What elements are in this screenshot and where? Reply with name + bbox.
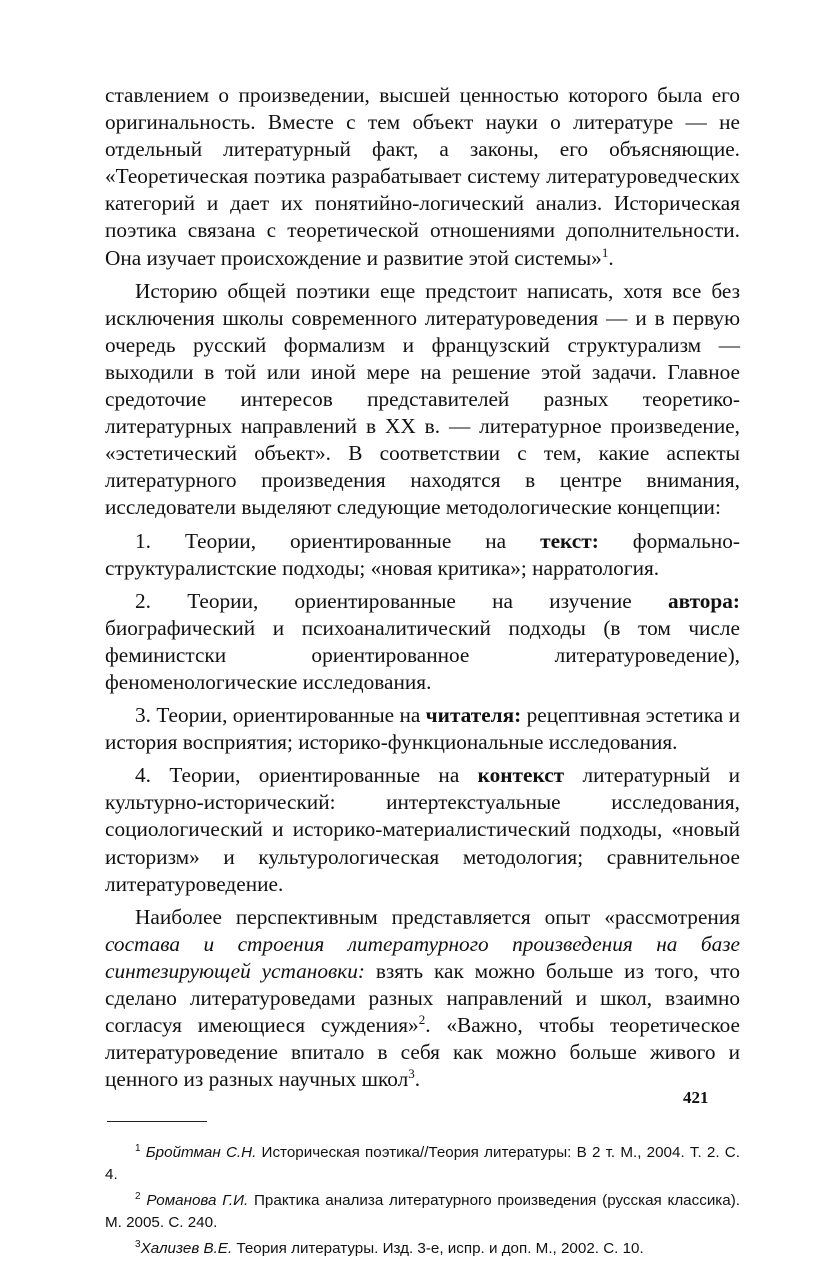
list-item-2-keyword: автора:	[667, 588, 740, 613]
paragraph-1	[105, 82, 740, 272]
paragraph-3-start: Наиболее перспективным представляется опыт «рассмотрения	[135, 904, 740, 929]
list-item-3-keyword: читателя:	[425, 703, 522, 728]
footnote-1	[105, 1142, 740, 1185]
list-item-1-keyword: текст:	[540, 528, 599, 553]
footnote-ref-2[interactable]: 2	[418, 1012, 426, 1027]
list-item-2-pre: 2. Теории, ориентированные на изучение	[135, 588, 668, 613]
paragraph-3-italic: состава и строения литературного произведения на базе синтезирующей установки:	[105, 931, 740, 983]
paragraph-1-text: ставлением о произведении, высшей ценностью которого была его оригинальность. Вместе с тем объект науки о литературе — не отдельный литературный факт, а законы, его объясняющие. «Теоретическая поэтика разрабатывает систему литературоведческих категорий и дает их понятийно-логический анализ. Историческая поэтика связана с теоретической отношениями дополнительности. Она изучает происхождение и развитие этой системы»	[105, 83, 740, 270]
list-item-2-post: биографический и психоаналитический подходы (в том числе феминистски ориентированное литературоведение), феноменологические исследования.	[105, 615, 740, 694]
list-item-1-pre: 1. Теории, ориентированные на	[135, 528, 541, 553]
footnote-divider	[107, 1121, 207, 1122]
list-item-4-keyword: контекст	[477, 763, 565, 788]
list-item-1	[105, 528, 740, 582]
footnote-ref-1[interactable]: 1	[601, 244, 609, 260]
footnote-1-text: Историческая поэтика//Теория литературы: В 2 т. М., 2004. Т. 2. С. 4.	[105, 1144, 740, 1183]
footnote-2-author: Романова Г.И.	[146, 1192, 249, 1210]
footnote-3-author: Хализев В.Е.	[140, 1240, 233, 1258]
paragraph-3-mid2: . «Важно, чтобы теоретическое литературоведение впитало в себя как можно больше живого и ценного из разных научных школ	[105, 1013, 740, 1092]
page-body	[105, 82, 740, 1265]
footnote-1-author: Бройтман С.Н.	[145, 1144, 257, 1162]
list-item-2	[105, 588, 740, 696]
list-item-3	[105, 702, 740, 756]
paragraph-3	[105, 904, 740, 1094]
list-item-4-post: литературный и культурно-исторический: интертекстуальные исследования, социологический и историко-материалистический подходы, «новый историзм» и культурологическая методология; сравнительное литературоведение.	[105, 763, 740, 896]
paragraph-1-end: .	[608, 245, 614, 270]
list-item-1-post: формально-структуралистские подходы; «новая критика»; нарратология.	[105, 528, 740, 580]
footnote-2-number: 2	[135, 1191, 141, 1203]
footnote-2	[105, 1190, 740, 1233]
list-item-4	[105, 762, 740, 897]
paragraph-3-mid: взять как можно больше из того, что сделано литературоведами разных направлений и школ, взаимно согласуя имеющиеся суждения»	[105, 958, 740, 1038]
footnote-1-number: 1	[135, 1143, 141, 1155]
footnote-3-text: Теория литературы. Изд. 3-е, испр. и доп. М., 2002. С. 10.	[232, 1240, 644, 1258]
footnote-ref-3[interactable]: 3	[408, 1066, 415, 1082]
list-item-3-post: рецептивная эстетика и история восприятия; историко-функциональные исследования.	[105, 703, 740, 755]
paragraph-2: Историю общей поэтики еще предстоит написать, хотя все без исключения школы современного литературоведения — и в первую очередь русский формализм и французский структурализм — выходили в той или иной мере на решение этой задачи. Главное средоточие интересов представителей разных теоретико-литературных направлений в XX в. — литературное произведение, «эстетический объект». В соответствии с тем, какие аспекты литературного произведения находятся в центре внимания, исследователи выделяют следующие методологические концепции:	[105, 278, 740, 520]
footnote-3	[105, 1238, 740, 1260]
footnote-2-text: Практика анализа литературного произведения (русская классика). М. 2005. С. 240.	[105, 1192, 741, 1231]
paragraph-3-end: .	[414, 1067, 421, 1092]
page-number: 421	[683, 1088, 709, 1107]
list-item-4-pre: 4. Теории, ориентированные на	[135, 763, 478, 788]
list-item-3-pre: 3. Теории, ориентированные на	[135, 703, 426, 728]
footnote-3-number: 3	[135, 1239, 141, 1251]
